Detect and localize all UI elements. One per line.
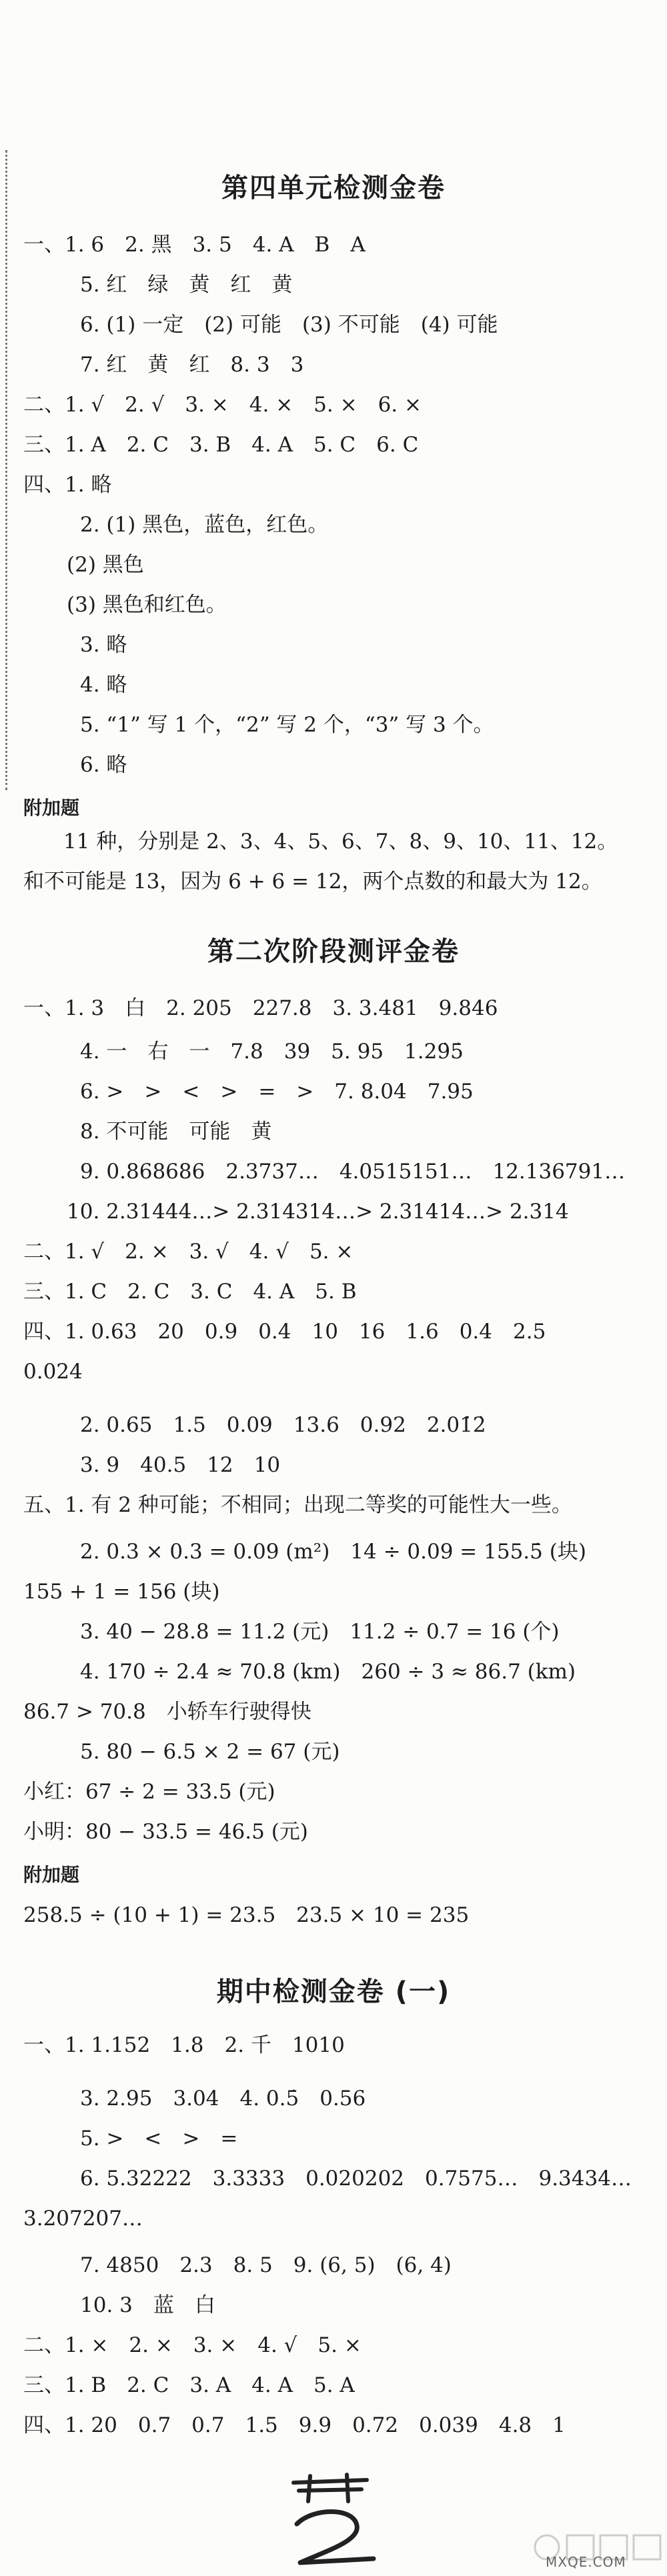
answer-line: 一、1. 1.152 1.8 2. 千 1010 xyxy=(23,2033,345,2057)
answer-line: 7. 红 黄 红 8. 3 3 xyxy=(80,353,304,377)
answer-line: 5. “1” 写 1 个，“2” 写 2 个，“3” 写 3 个。 xyxy=(80,713,494,737)
answer-line: 三、1. A 2. C 3. B 4. A 5. C 6. C xyxy=(23,433,419,457)
answer-line: 155 + 1 = 156 (块) xyxy=(23,1580,220,1604)
answer-line: 3. 9 40.5 12 10 xyxy=(80,1453,281,1477)
watermark-text: MXQE.COM xyxy=(546,2554,626,2570)
answer-line: 9. 0.868686 2.3737… 4.0515151… 12.136791… xyxy=(80,1160,626,1184)
answer-line: 四、1. 0.63 20 0.9 0.4 10 16 1.6 0.4 2.5 xyxy=(23,1320,546,1344)
answer-line: 11 种，分别是 2、3、4、5、6、7、8、9、10、11、12。 xyxy=(63,830,618,854)
answer-line: 2. (1) 黑色，蓝色，红色。 xyxy=(80,513,329,537)
answer-line: 三、1. C 2. C 3. C 4. A 5. B xyxy=(23,1280,357,1304)
answer-line: 四、1. 20 0.7 0.7 1.5 9.9 0.72 0.039 4.8 1 xyxy=(23,2413,566,2437)
answer-line: 8. 不可能 可能 黄 xyxy=(80,1120,272,1144)
handwritten-page-number xyxy=(273,2471,387,2571)
answer-line: 6. (1) 一定 (2) 可能 (3) 不可能 (4) 可能 xyxy=(80,313,498,337)
answer-line: 2. 0.65 1.5 0.09 13.6 0.92 2.01̇2̇ xyxy=(80,1413,486,1437)
answer-line: 2. 0.3 × 0.3 = 0.09 (m²) 14 ÷ 0.09 = 155.5̇ (块) xyxy=(80,1540,586,1564)
answer-line: 5. 80 − 6.5 × 2 = 67 (元) xyxy=(80,1740,340,1764)
answer-line: 3. 40 − 28.8 = 11.2 (元) 11.2 ÷ 0.7 = 16 (个) xyxy=(80,1620,560,1644)
answer-line: 5. 红 绿 黄 红 黄 xyxy=(80,273,293,297)
answer-line: 二、1. √ 2. × 3. √ 4. √ 5. × xyxy=(23,1240,354,1264)
section-title-stage2: 第二次阶段测评金卷 xyxy=(207,936,460,967)
answer-line: 0.024 xyxy=(23,1360,83,1384)
section-title-midterm: 期中检测金卷 (一) xyxy=(216,1977,451,2007)
binding-margin-line xyxy=(5,150,7,790)
bonus-label: 附加题 xyxy=(23,1864,80,1886)
answer-line: 86.7 > 70.8 小轿车行驶得快 xyxy=(23,1700,311,1724)
answer-line: 三、1. B 2. C 3. A 4. A 5. A xyxy=(23,2373,355,2397)
answer-line: 一、1. 6 2. 黑 3. 5 4. A B A xyxy=(23,233,366,257)
answer-line: (3) 黑色和红色。 xyxy=(67,593,227,617)
answer-line: 10. 2.31444…> 2.314314…> 2.31414…> 2.314 xyxy=(67,1200,569,1224)
answer-line: 6. > > < > = > 7. 8.04 7.95 xyxy=(80,1080,474,1104)
section-title-unit4: 第四单元检测金卷 xyxy=(221,173,446,203)
answer-line: 3. 2.95 3.04 4. 0.5̇ 0.56 xyxy=(80,2087,366,2111)
answer-line: 二、1. √ 2. √ 3. × 4. × 5. × 6. × xyxy=(23,393,422,417)
answer-line: 4. 略 xyxy=(80,673,127,697)
answer-line: 5. > < > = xyxy=(80,2127,238,2151)
answer-line: 小红：67 ÷ 2 = 33.5 (元) xyxy=(23,1780,275,1804)
answer-line: 四、1. 略 xyxy=(23,473,112,497)
answer-line: 五、1. 有 2 种可能；不相同；出现二等奖的可能性大一些。 xyxy=(23,1493,572,1517)
answer-line: 258.5 ÷ (10 + 1) = 23.5 23.5 × 10 = 235 xyxy=(23,1903,470,1927)
answer-line: 6. 略 xyxy=(80,753,127,777)
answer-line: 3.207207… xyxy=(23,2207,143,2231)
answer-line: 7. 4850 2.3 8. 5 9. (6, 5) (6, 4) xyxy=(80,2253,452,2277)
answer-line: 小明：80 − 33.5 = 46.5 (元) xyxy=(23,1820,308,1844)
answer-line: 3. 略 xyxy=(80,633,127,657)
answer-line: 6. 5.32222 3.3333 0.020202 0.7575… 9.3434… xyxy=(80,2167,632,2191)
answer-line: 10. 3 蓝 白 xyxy=(80,2293,215,2317)
bonus-label: 附加题 xyxy=(23,797,80,819)
answer-line: 4. 170 ÷ 2.4 ≈ 70.8 (km) 260 ÷ 3 ≈ 86.7 (km) xyxy=(80,1660,576,1684)
answer-line: 一、1. 3 白 2. 205 227.8 3. 3.481 9.846 xyxy=(23,996,498,1020)
answer-line: 二、1. × 2. × 3. × 4. √ 5. × xyxy=(23,2333,362,2357)
answer-line: 和不可能是 13，因为 6 + 6 = 12，两个点数的和最大为 12。 xyxy=(23,870,602,894)
answer-line: (2) 黑色 xyxy=(67,553,144,577)
answer-line: 4. 一 右 一 7.8 39 5. 95 1.29̇5̇ xyxy=(80,1040,464,1064)
